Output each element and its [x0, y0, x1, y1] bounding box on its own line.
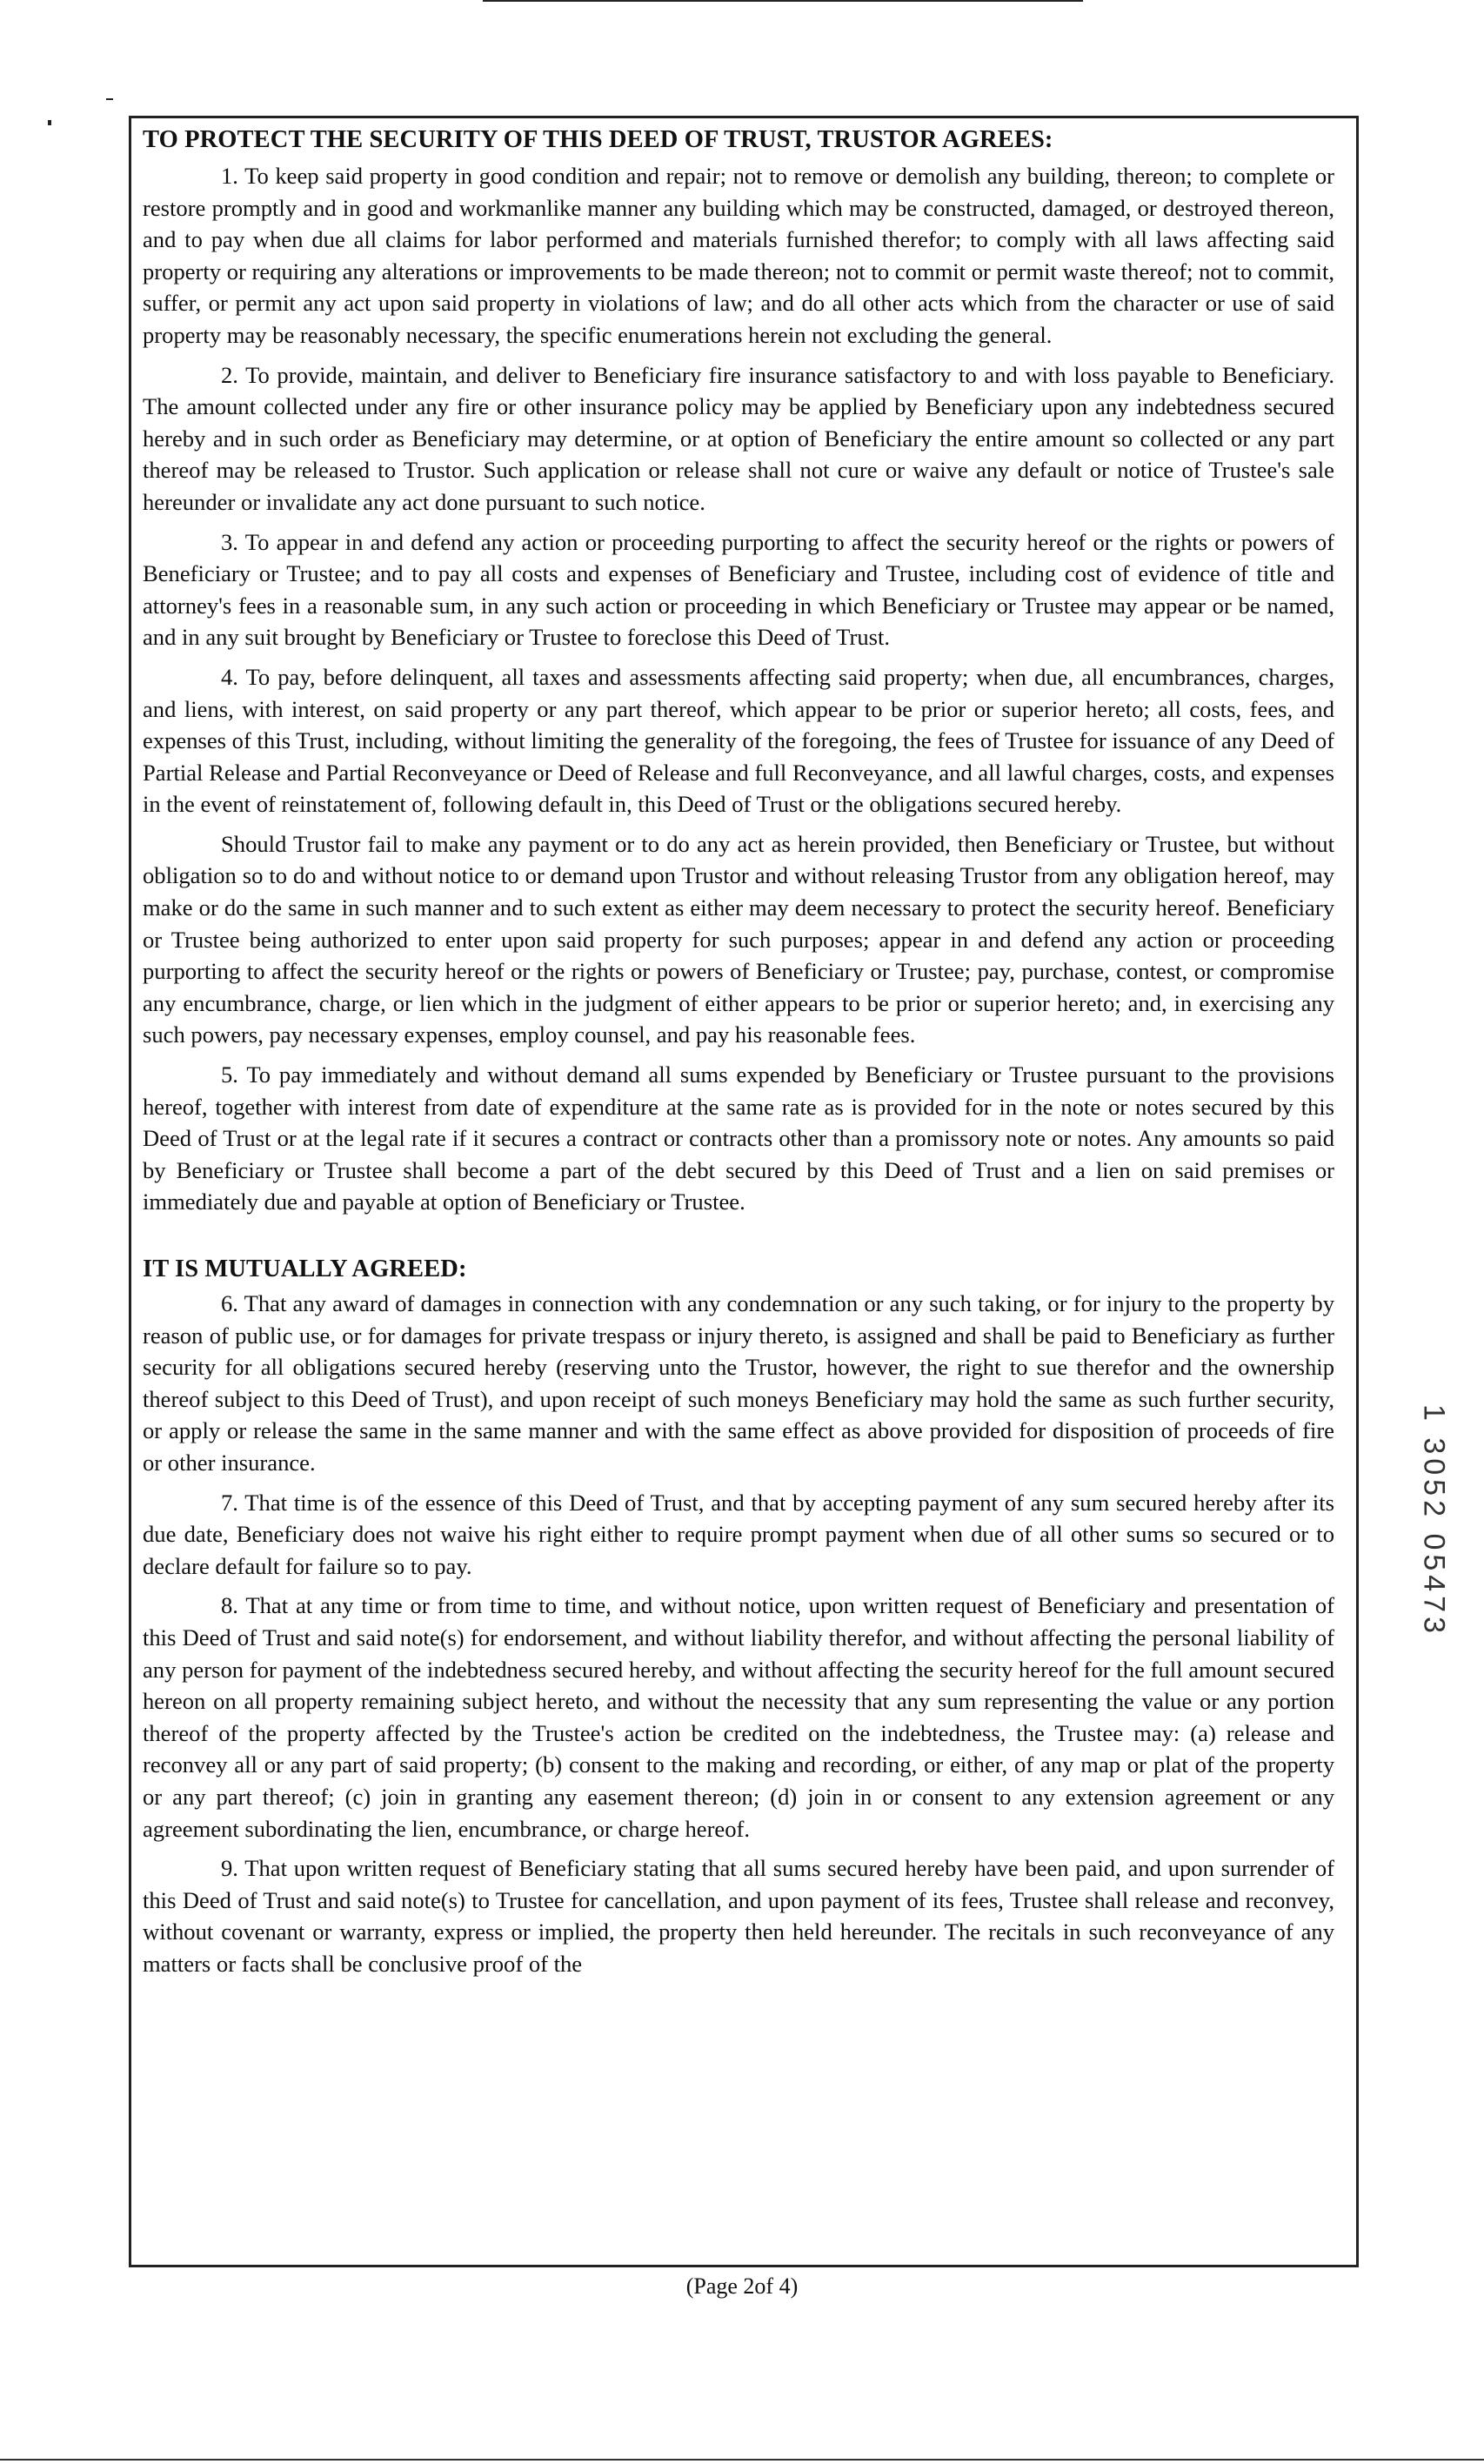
clause-4: 4. To pay, before delinquent, all taxes and assessments affecting said property; when due, all encumbrances, charges, and liens, with interest, on said property or any part thereof, which appear to be prior or superior hereto; all costs, fees, and expenses of this Trust, including, without limiting the generality of the foregoing, the fees of Trustee for issuance of any Deed of Partial Release and Partial Reconveyance or Deed of Release and full Reconveyance, and all lawful charges, costs, and expenses in the event of reinstatement of, following default in, this Deed of Trust or the obligations secured hereby. — [143, 663, 1334, 818]
clause-1: 1. To keep said property in good condition and repair; not to remove or demolish any building, thereon; to complete or restore promptly and in good and workmanlike manner any building which may be constructed, damaged, or destroyed thereon, and to pay when due all claims for labor performed and materials furnished therefor; to comply with all laws affecting said property or requiring any alterations or improvements to be made thereon; not to commit or permit waste thereof; not to commit, suffer, or permit any act upon said property in violations of law; and do all other acts which from the character or use of said property may be reasonably necessary, the specific enumerations herein not excluding the general. — [143, 163, 1334, 348]
clause-9: 9. That upon written request of Beneficiary stating that all sums secured hereby have been paid, and upon surrender of this Deed of Trust and said note(s) to Trustee for cancellation, and upon payment of its fees, Trustee shall release and reconvey, without covenant or warranty, express or implied, the property then held hereunder. The recitals in such reconveyance of any matters or facts shall be conclusive proof of the — [143, 1855, 1334, 1977]
clause-trustor-default: Should Trustor fail to make any payment or to do any act as herein provided, then Beneficiary or Trustee, but without obligation so to do and without notice to or demand upon Trustor and without releasing Trustor from any obligation hereof, may make or do the same in such manner and to such extent as either may deem necessary to protect the security hereof. Beneficiary or Trustee being authorized to enter upon said property for such purposes; appear in and defend any action or proceeding purporting to affect the security hereof or the rights or powers of Beneficiary or Trustee; pay, purchase, contest, or compromise any encumbrance, charge, or lien which in the judgment of either appears to be prior or superior hereto; and, in exercising any such powers, pay necessary expenses, employ counsel, and pay his reasonable fees. — [143, 830, 1334, 1048]
scan-top-rule — [483, 0, 1083, 2]
document-body — [143, 124, 1334, 1987]
clause-6: 6. That any award of damages in connection with any condemnation or any such taking, or for injury to the property by reason of public use, or for damages for private trespass or injury thereto, is assigned and shall be paid to Beneficiary as further security for all obligations secured hereby (reserving unto the Trustor, however, the right to sue therefor and the ownership thereof subject to this Deed of Trust), and upon receipt of such moneys Beneficiary may hold the same as such further security, or apply or release the same in the same manner and with the same effect as above provided for disposition of proceeds of fire or other insurance. — [143, 1290, 1334, 1476]
clause-2: 2. To provide, maintain, and deliver to Beneficiary fire insurance satisfactory to and with loss payable to Beneficiary. The amount collected under any fire or other insurance policy may be applied by Beneficiary upon any indebtedness secured hereby and in such order as Beneficiary may determine, or at option of Beneficiary the entire amount so collected or any part thereof may be released to Trustor. Such application or release shall not cure or waive any default or notice of Trustee's sale hereunder or invalidate any act done pursuant to such notice. — [143, 361, 1334, 515]
section-heading-mutually-agreed: IT IS MUTUALLY AGREED: — [143, 1255, 467, 1282]
clause-3: 3. To appear in and defend any action or proceeding purporting to affect the security hereof or the rights or powers of Beneficiary or Trustee; and to pay all costs and expenses of Beneficiary and Trustee, including cost of evidence of title and attorney's fees in a reasonable sum, in any such action or proceeding in which Beneficiary or Trustee may appear or be named, and in any suit brought by Beneficiary or Trustee to foreclose this Deed of Trust. — [143, 528, 1334, 651]
scan-bottom-rule — [0, 2459, 1484, 2461]
recording-number: 1 3052 05473 — [1417, 1404, 1451, 1637]
scan-speck — [106, 98, 113, 100]
scan-speck — [48, 120, 51, 125]
clause-7: 7. That time is of the essence of this Deed of Trust, and that by accepting payment of any sum secured hereby after its due date, Beneficiary does not waive his right either to require prompt payment when due of all other sums so secured or to declare default for failure so to pay. — [143, 1489, 1334, 1579]
clause-5: 5. To pay immediately and without demand all sums expended by Beneficiary or Trustee pursuant to the provisions hereof, together with interest from date of expenditure at the same rate as is provided for in the note or notes secured by this Deed of Trust or at the legal rate if it secures a contract or contracts other than a promissory note or notes. Any amounts so paid by Beneficiary or Trustee shall become a part of the debt secured by this Deed of Trust and a lien on said premises or immediately due and payable at option of Beneficiary or Trustee. — [143, 1061, 1334, 1215]
recording-number-stamp — [1416, 1399, 1451, 1643]
section-heading-trustor-agrees: TO PROTECT THE SECURITY OF THIS DEED OF TRUST, TRUSTOR AGREES: — [143, 126, 1053, 153]
clause-8: 8. That at any time or from time to time, and without notice, upon written request of Beneficiary and presentation of this Deed of Trust and said note(s) for endorsement, and without liability therefor, and without affecting the personal liability of any person for payment of the indebtedness secured hereby, and without affecting the security hereof for the full amount secured hereon on all property remaining subject hereto, and without the necessity that any sum representing the value or any portion thereof of the property affected by the Trustee's action be credited on the indebtedness, the Trustee may: (a) release and reconvey all or any part of said property; (b) consent to the making and recording, or either, of any map or plat of the property or any part thereof; (c) join in granting any easement thereon; (d) join in or consent to any extension agreement or any agreement subordinating the lien, encumbrance, or charge hereof. — [143, 1592, 1334, 1842]
page-number: (Page 2of 4) — [685, 2273, 799, 2299]
